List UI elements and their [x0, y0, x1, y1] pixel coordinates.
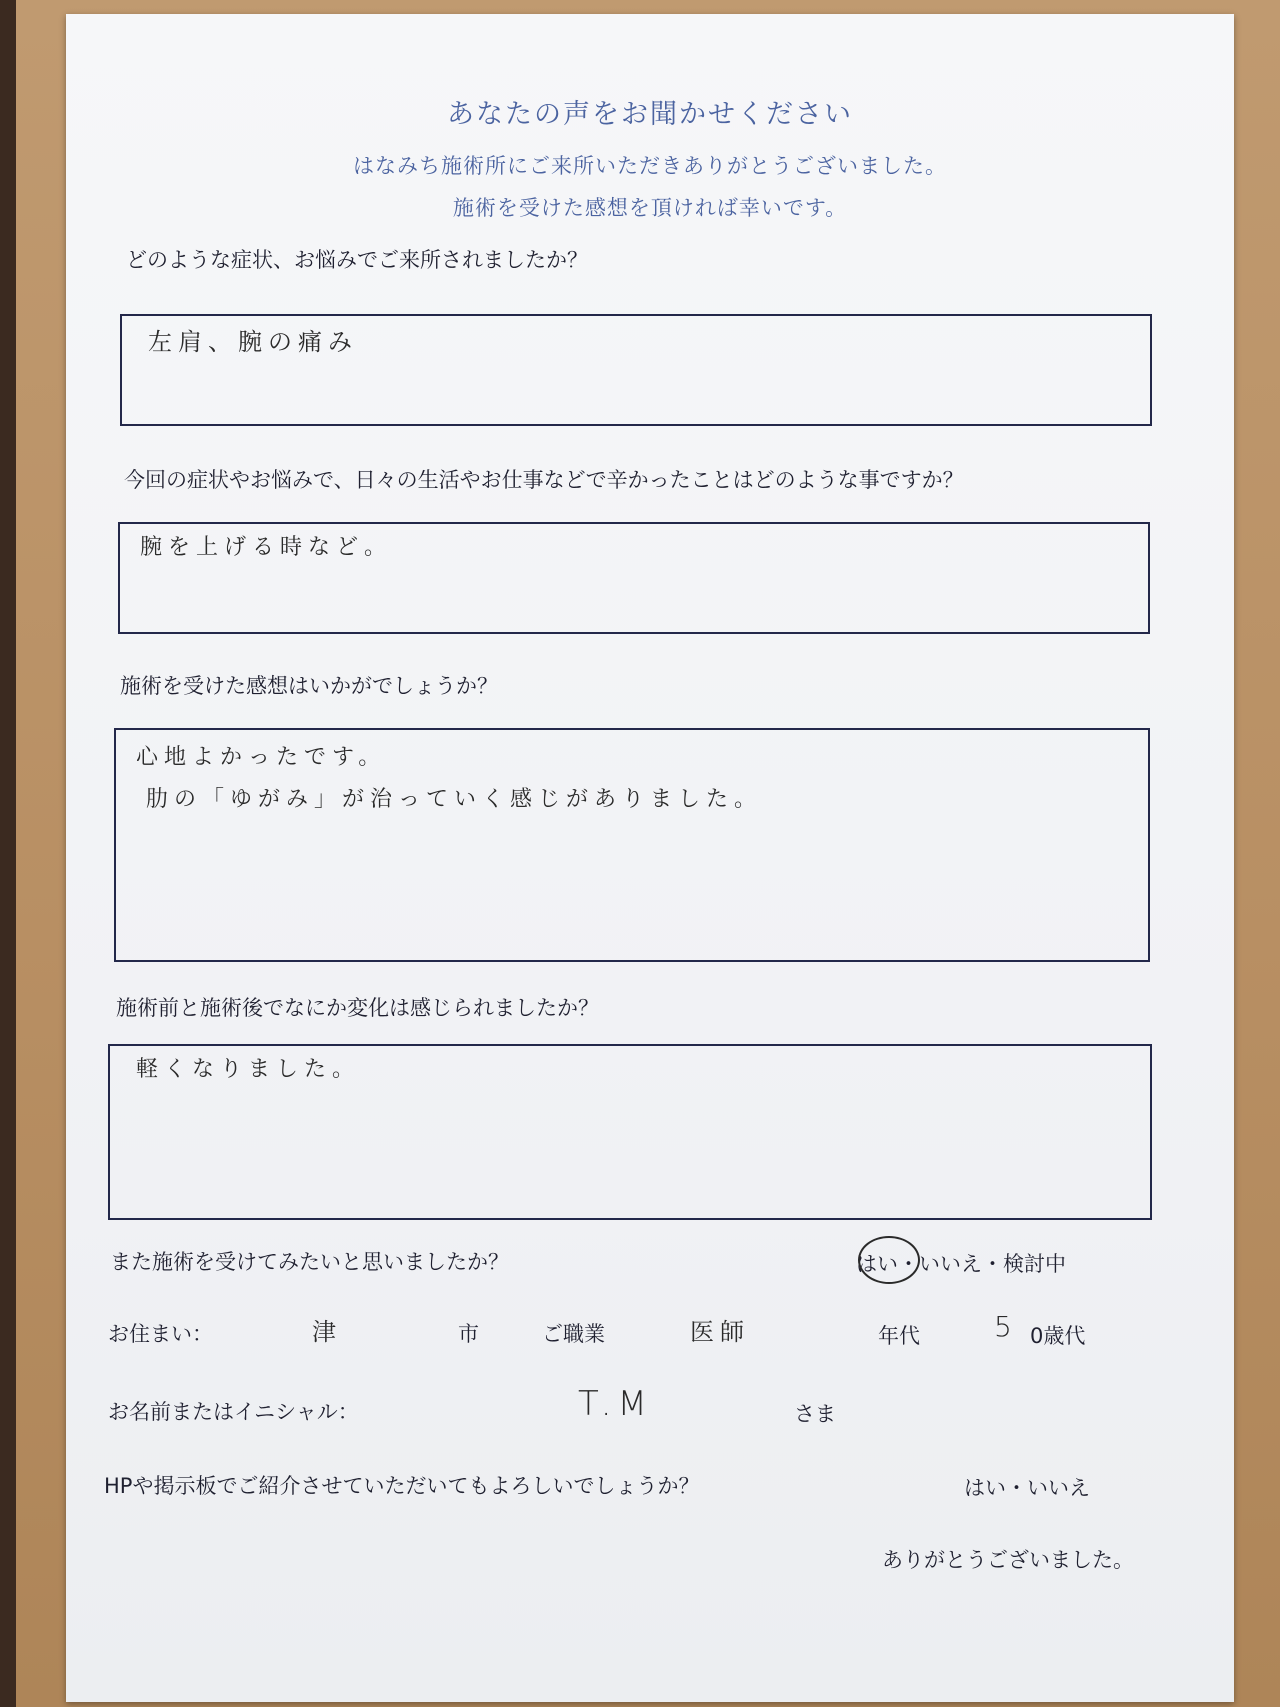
question-3-label: 施術を受けた感想はいかがでしょうか？ — [120, 674, 498, 698]
question-2-label: 今回の症状やお悩みで、日々の生活やお仕事などで辛かったことはどのような事ですか？ — [124, 468, 964, 492]
answer-2-text: 腕を上げる時など。 — [140, 535, 393, 560]
question-1-label: どのような症状、お悩みでご来所されましたか？ — [126, 248, 588, 272]
consent-question-label: HPや掲示板でご紹介させていただいてもよろしいでしょうか？ — [104, 1474, 700, 1498]
job-label: ご職業 — [542, 1322, 605, 1346]
answer-box-1[interactable] — [120, 314, 1152, 426]
city-suffix: 市 — [458, 1322, 479, 1346]
repeat-question-label: また施術を受けてみたいと思いましたか？ — [110, 1250, 509, 1274]
age-label: 年代 — [878, 1324, 920, 1348]
answer-box-2[interactable] — [118, 522, 1150, 634]
answer-3-line-1: 心地よかったです。 — [136, 745, 387, 770]
name-suffix: さま — [794, 1402, 836, 1426]
closing-message: ありがとうございました。 — [882, 1548, 1134, 1572]
survey-title: あなたの声をお聞かせください — [447, 99, 853, 130]
answer-box-3[interactable] — [114, 728, 1150, 962]
question-4-label: 施術前と施術後でなにか変化は感じられましたか？ — [116, 996, 599, 1020]
name-value[interactable]: T.M — [578, 1384, 653, 1424]
residence-value[interactable]: 津 — [312, 1318, 342, 1346]
answer-4-text: 軽くなりました。 — [136, 1057, 361, 1082]
repeat-options[interactable]: はい・いいえ・検討中 — [856, 1252, 1066, 1276]
selected-option-circle — [858, 1236, 920, 1284]
intro-line-1: はなみち施術所にご来所いただきありがとうございました。 — [353, 154, 947, 178]
name-label: お名前またはイニシャル： — [108, 1400, 359, 1424]
residence-label: お住まい： — [108, 1322, 213, 1346]
age-value[interactable]: 5 — [994, 1310, 1018, 1343]
survey-sheet — [66, 14, 1234, 1702]
job-value[interactable]: 医師 — [690, 1318, 750, 1346]
consent-options[interactable]: はい・いいえ — [964, 1476, 1090, 1500]
answer-box-4[interactable] — [108, 1044, 1152, 1220]
intro-line-2: 施術を受けた感想を頂ければ幸いです。 — [452, 196, 848, 220]
answer-1-text: 左肩、腕の痛み — [148, 328, 358, 356]
age-suffix: 0歳代 — [1030, 1324, 1086, 1348]
answer-3-line-2: 肋の「ゆがみ」が治っていく感じがありました。 — [146, 787, 763, 812]
